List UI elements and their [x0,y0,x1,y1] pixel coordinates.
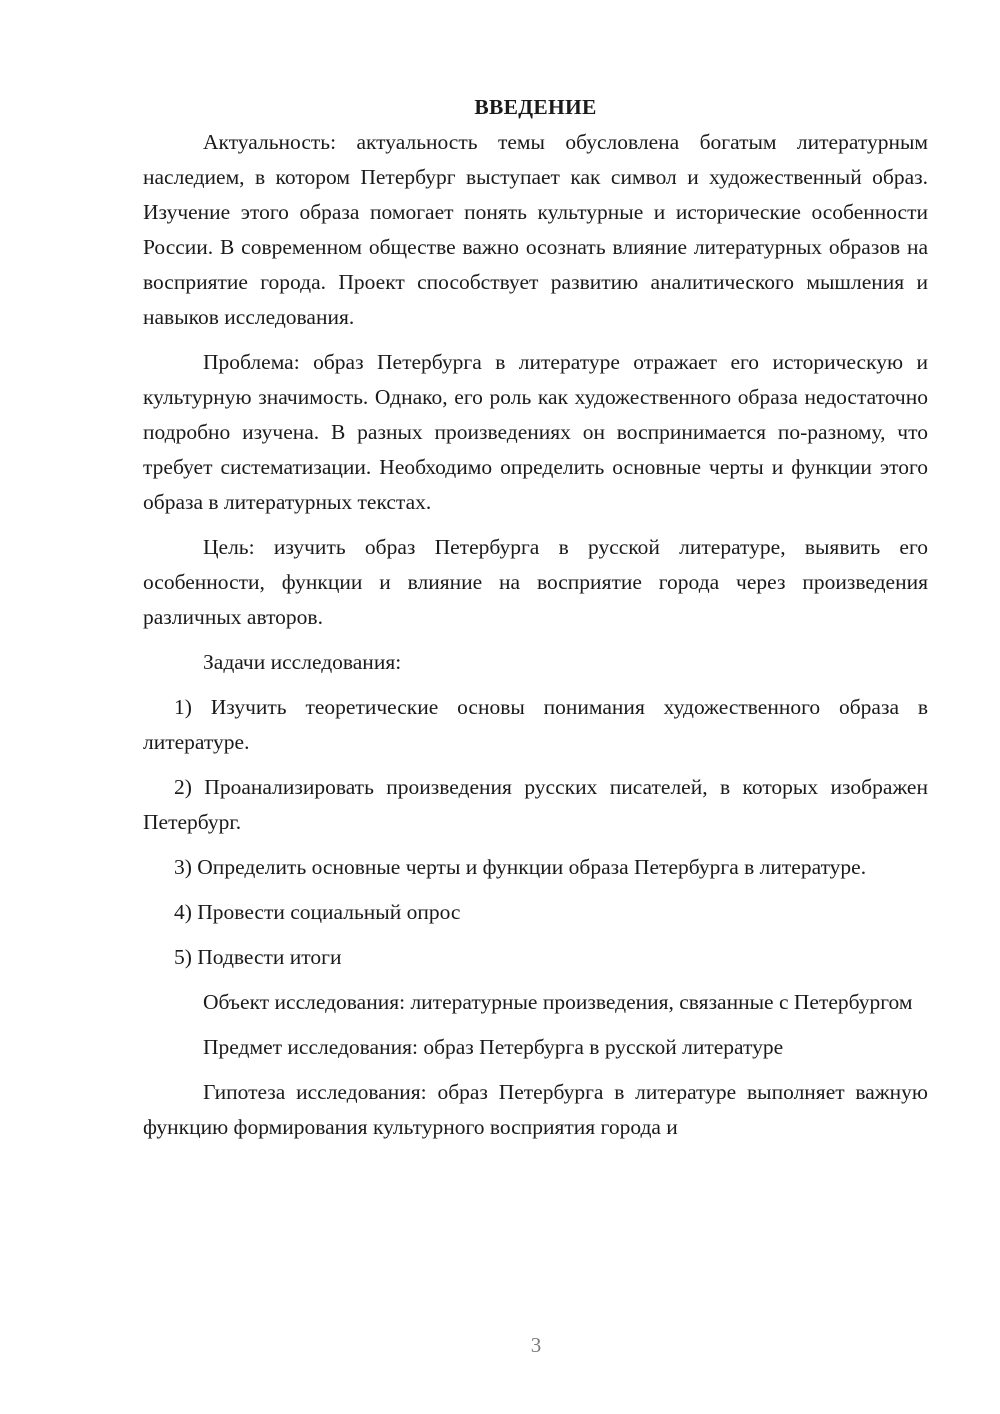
paragraph-subject: Предмет исследования: образ Петербурга в русской литературе [203,1035,784,1059]
paragraph-problem: Проблема: образ Петербурга в литературе отражает его историческую и культурную значимость. Однако, его роль как художественного образа недостаточно подробно изучена. В разных произведениях он воспринимается по-разному, что требует систематизации. Необходимо определить основные черты и функции этого образа в литературных текстах. [143,350,928,514]
task-item: 3) Определить основные черты и функции образа Петербурга в литературе. [174,855,867,879]
paragraph-relevance: Актуальность: актуальность темы обусловлена богатым литературным наследием, в котором Петербург выступает как символ и художественный образ. Изучение этого образа помогает понять культурные и исторические особенности России. В современном обществе важно осознать влияние литературных образов на восприятие города. Проект способствует развитию аналитического мышления и навыков исследования. [143,130,928,329]
task-item: 5) Подвести итоги [174,945,342,969]
paragraph-goal: Цель: изучить образ Петербурга в русской литературе, выявить его особенности, функции и влияние на восприятие города через произведения различных авторов. [143,535,928,629]
task-item: 4) Провести социальный опрос [174,900,461,924]
section-title: ВВЕДЕНИЕ [474,95,597,119]
paragraph-hypothesis: Гипотеза исследования: образ Петербурга в литературе выполняет важную функцию формирования культурного восприятия города и [143,1080,928,1139]
task-item: 2) Проанализировать произведения русских писателей, в которых изображен Петербург. [143,775,928,834]
task-item: 1) Изучить теоретические основы понимания художественного образа в литературе. [143,695,928,754]
document-page [143,90,928,1155]
tasks-heading: Задачи исследования: [203,650,402,674]
paragraph-object: Объект исследования: литературные произведения, связанные с Петербургом [203,990,913,1014]
page-number: 3 [530,1333,542,1357]
